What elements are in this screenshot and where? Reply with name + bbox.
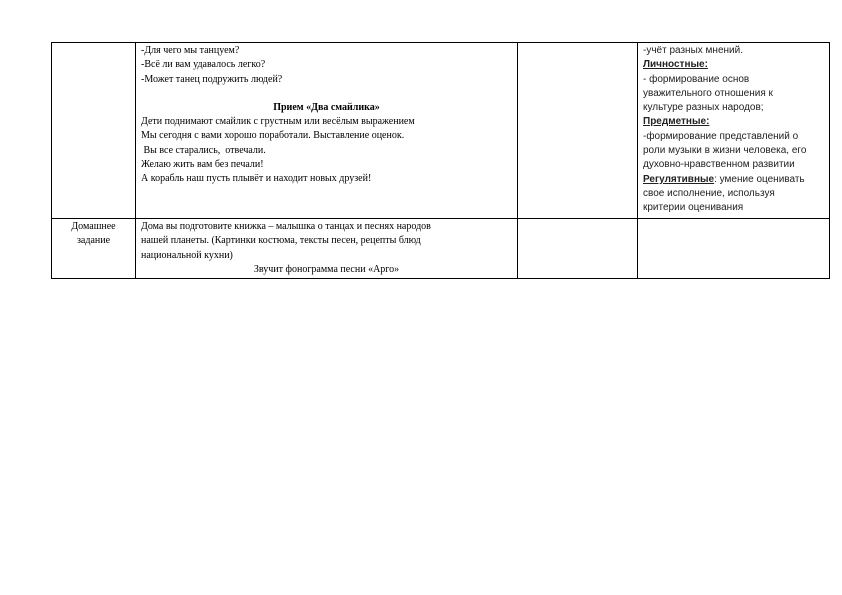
spacer	[141, 87, 512, 101]
lesson-plan-table	[51, 42, 830, 279]
personal-header: Личностные:	[643, 59, 708, 71]
regulative-text: : умение оценивать	[714, 173, 805, 185]
stage-cell	[52, 43, 136, 219]
outcome-line: культуре разных народов;	[643, 102, 764, 114]
music-note-line: Звучит фонограмма песни «Арго»	[253, 263, 400, 275]
technique-title: Прием «Два смайлика»	[273, 101, 380, 113]
text-line: Желаю жить вам без печали!	[141, 159, 264, 171]
stage-cell	[52, 219, 136, 279]
learning-outcomes-cell	[638, 219, 830, 279]
outcome-line: -формирование представлений о	[643, 130, 799, 142]
text-line: национальной кухни)	[141, 249, 233, 261]
outcome-line: критерии оценивания	[643, 202, 744, 214]
teacher-activity-cell	[136, 219, 518, 279]
table-row	[52, 219, 830, 279]
regulative-header: Регулятивные	[643, 173, 715, 185]
student-activity-cell	[518, 219, 638, 279]
text-line: Мы сегодня с вами хорошо поработали. Выставление оценок.	[141, 130, 405, 142]
student-activity-cell	[518, 43, 638, 219]
stage-label: Домашнее	[71, 221, 116, 232]
outcome-line: - формирование основ	[643, 73, 750, 85]
regulative-line	[643, 173, 824, 187]
text-line: нашей планеты. (Картинки костюма, тексты песен, рецепты блюд	[141, 235, 421, 247]
table-row	[52, 43, 830, 219]
outcome-line: роли музыки в жизни человека, его	[643, 145, 807, 157]
outcome-line: уважительного отношения к	[643, 87, 773, 99]
text-line: Дети поднимают смайлик с грустным или весёлым выражением	[141, 116, 415, 128]
question-line: -Всё ли вам удавалось легко?	[141, 59, 266, 71]
learning-outcomes-cell	[638, 43, 830, 219]
stage-label: задание	[76, 235, 111, 247]
question-line: -Может танец подружить людей?	[141, 73, 283, 85]
teacher-activity-cell	[136, 43, 518, 219]
text-line: А корабль наш пусть плывёт и находит новых друзей!	[141, 173, 372, 185]
subject-header: Предметные:	[643, 116, 710, 128]
outcome-line: -учёт разных мнений.	[643, 45, 743, 56]
outcome-line: свое исполнение, используя	[643, 187, 775, 199]
question-line: -Для чего мы танцуем?	[141, 45, 240, 56]
text-line: Вы все старались, отвечали.	[141, 144, 266, 156]
outcome-line: духовно-нравственном развитии	[643, 159, 795, 171]
text-line: Дома вы подготовите книжка – малышка о танцах и песнях народов	[141, 221, 431, 232]
